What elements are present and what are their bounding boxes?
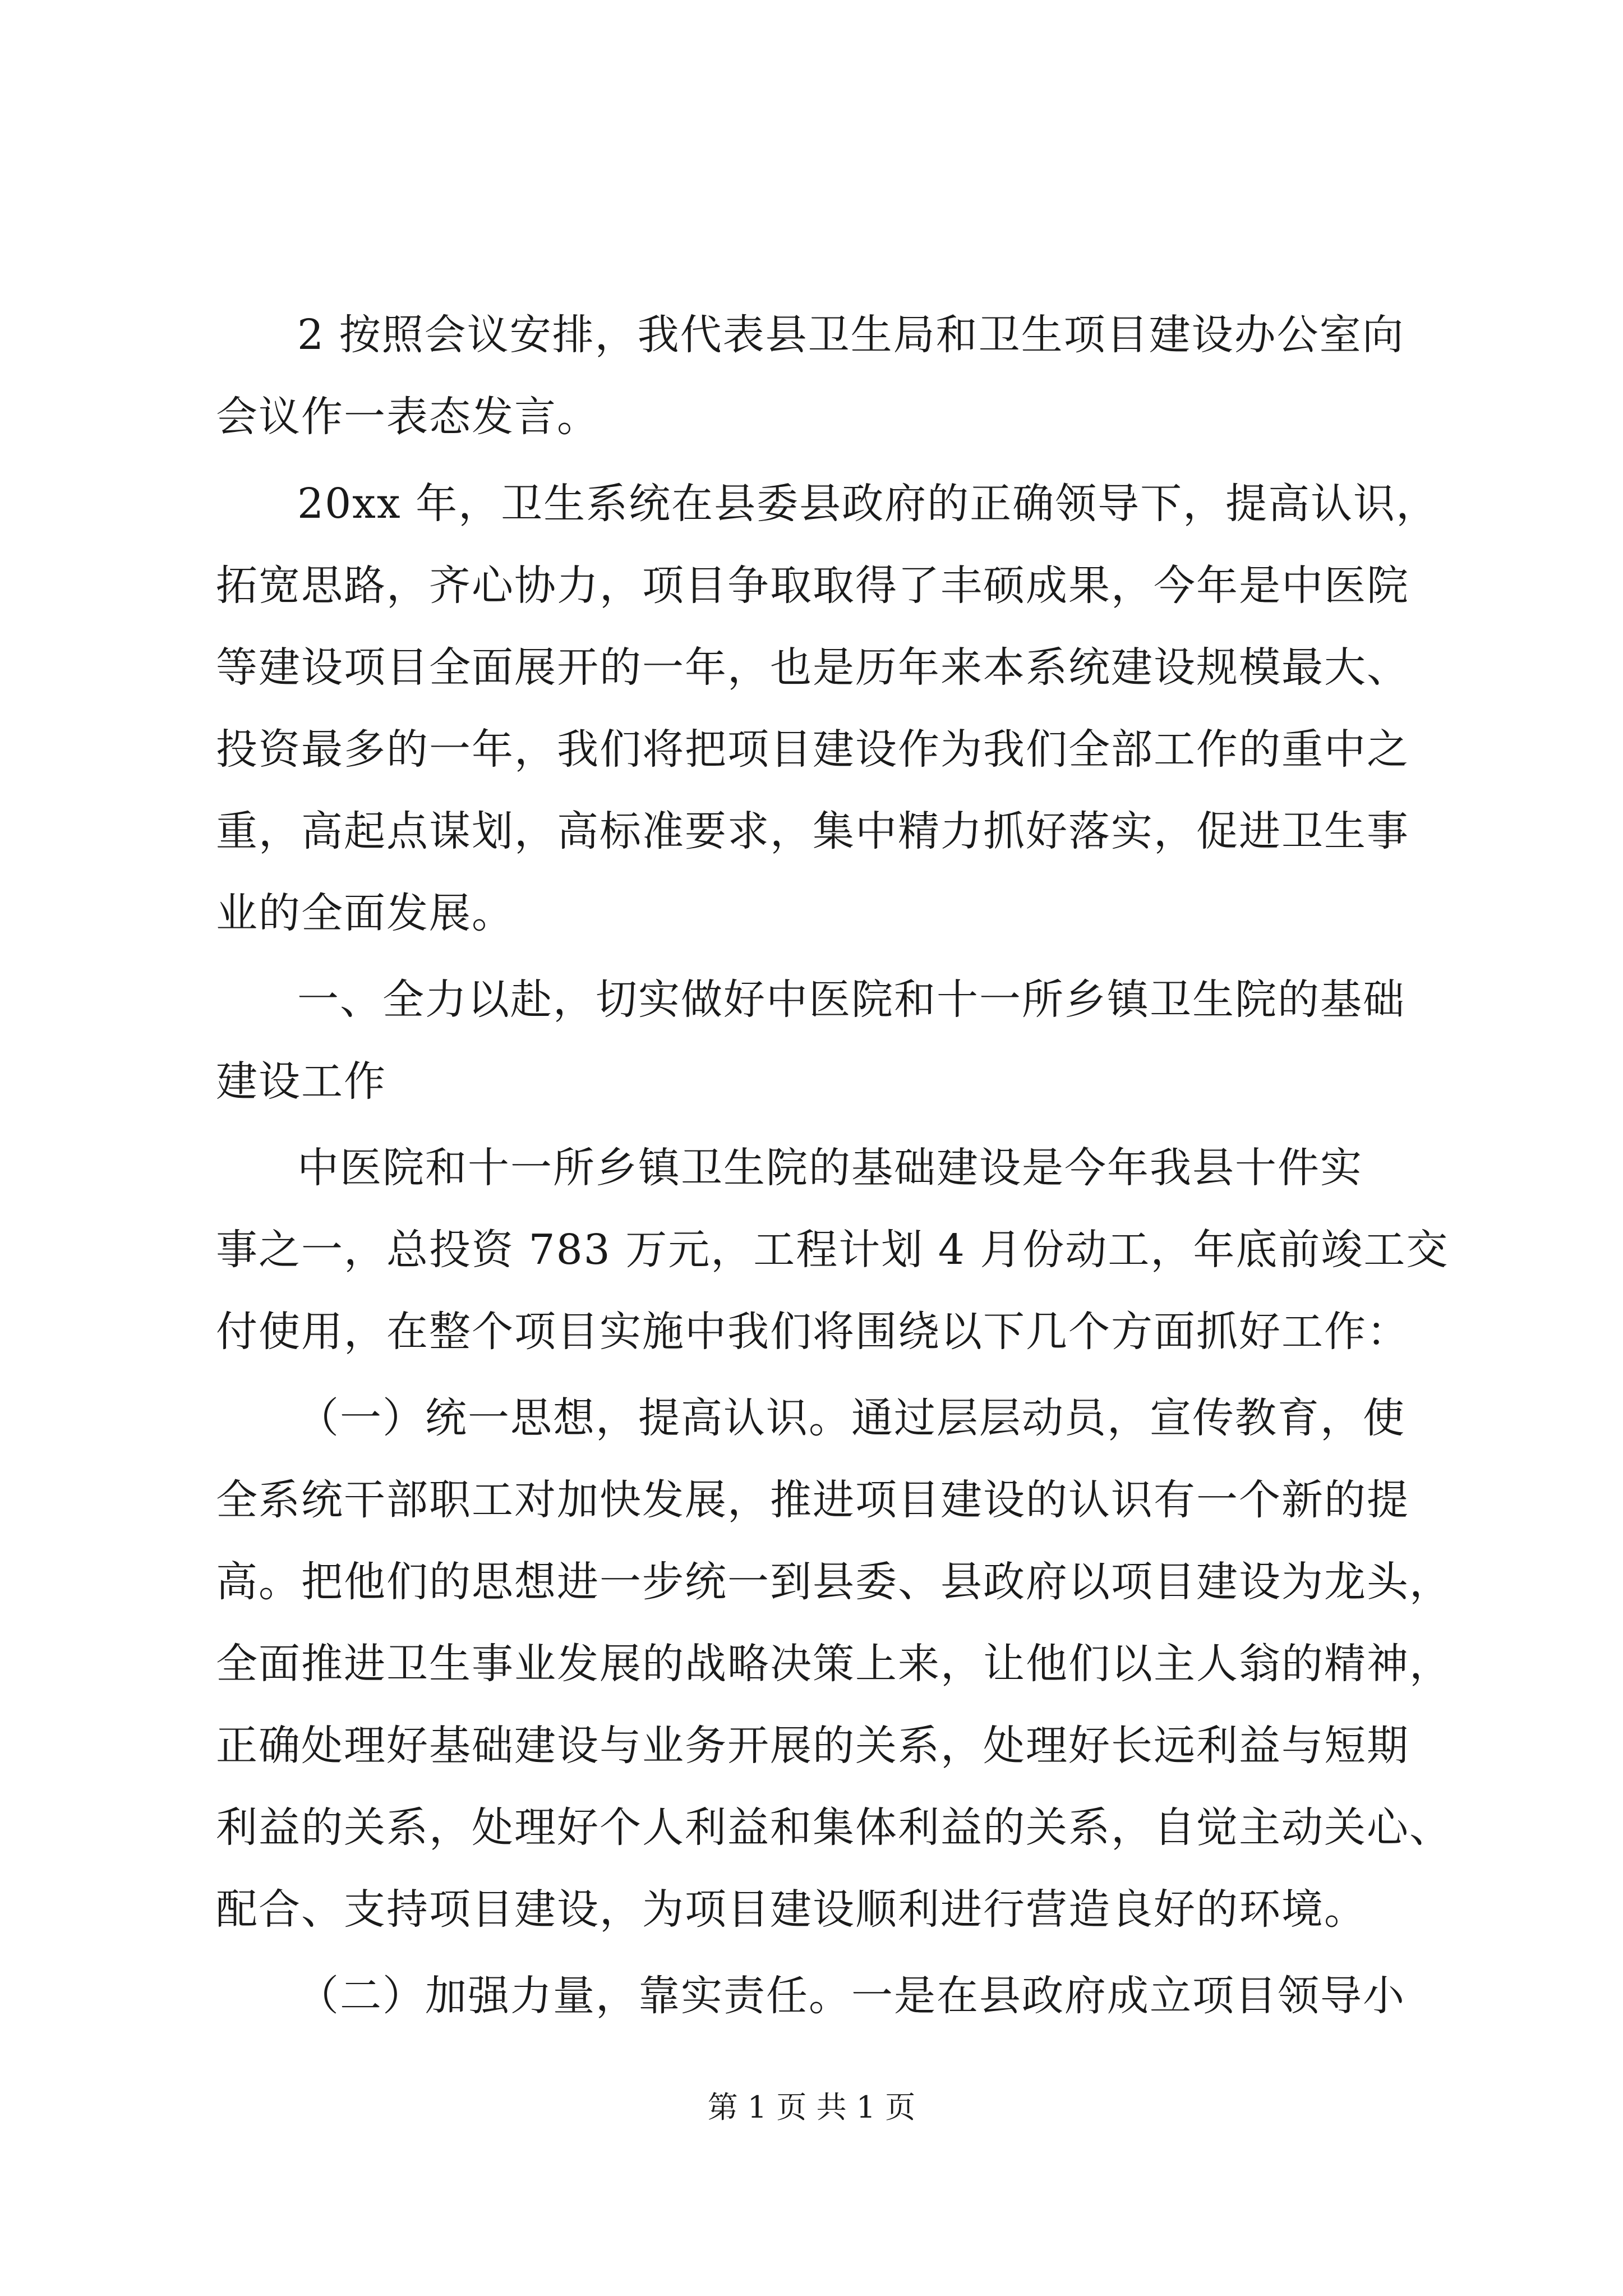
page-footer: 第 1 页 共 1 页: [707, 2090, 916, 2125]
text-line: 等建设项目全面展开的一年，也是历年来本系统建设规模最大、: [216, 643, 1409, 692]
text-line: 全系统干部职工对加快发展，推进项目建设的认识有一个新的提: [216, 1476, 1409, 1524]
section-heading: 建设工作: [216, 1057, 386, 1106]
text-line: （一）统一思想，提高认识。通过层层动员，宣传教育，使: [297, 1394, 1405, 1442]
text-line: 事之一，总投资 783 万元，工程计划 4 月份动工，年底前竣工交: [216, 1226, 1449, 1274]
text-line: 中医院和十一所乡镇卫生院的基础建设是今年我县十件实: [297, 1144, 1363, 1192]
text-line: （二）加强力量，靠实责任。一是在县政府成立项目领导小: [297, 1972, 1405, 2020]
text-line: 付使用，在整个项目实施中我们将围绕以下几个方面抓好工作：: [216, 1308, 1409, 1356]
text-line: 拓宽思路，齐心协力，项目争取取得了丰硕成果，今年是中医院: [216, 562, 1409, 610]
text-line: 高。把他们的思想进一步统一到县委、县政府以项目建设为龙头，: [216, 1558, 1452, 1606]
section-heading: 一、全力以赴，切实做好中医院和十一所乡镇卫生院的基础: [297, 976, 1405, 1024]
text-line: 会议作一表态发言。: [216, 393, 600, 441]
text-line: 配合、支持项目建设，为项目建设顺利进行营造良好的环境。: [216, 1885, 1367, 1934]
text-line: 业的全面发展。: [216, 889, 514, 937]
text-line: 全面推进卫生事业发展的战略决策上来，让他们以主人翁的精神，: [216, 1640, 1452, 1688]
text-line: 投资最多的一年，我们将把项目建设作为我们全部工作的重中之: [216, 725, 1409, 774]
text-line: 20xx 年，卫生系统在县委县政府的正确领导下，提高认识，: [297, 480, 1439, 528]
text-line: 利益的关系，处理好个人利益和集体利益的关系，自觉主动关心、: [216, 1803, 1452, 1852]
text-line: 正确处理好基础建设与业务开展的关系，处理好长远利益与短期: [216, 1722, 1409, 1770]
text-line: 2 按照会议安排，我代表县卫生局和卫生项目建设办公室向: [297, 311, 1405, 359]
text-line: 重，高起点谋划，高标准要求，集中精力抓好落实，促进卫生事: [216, 807, 1409, 855]
